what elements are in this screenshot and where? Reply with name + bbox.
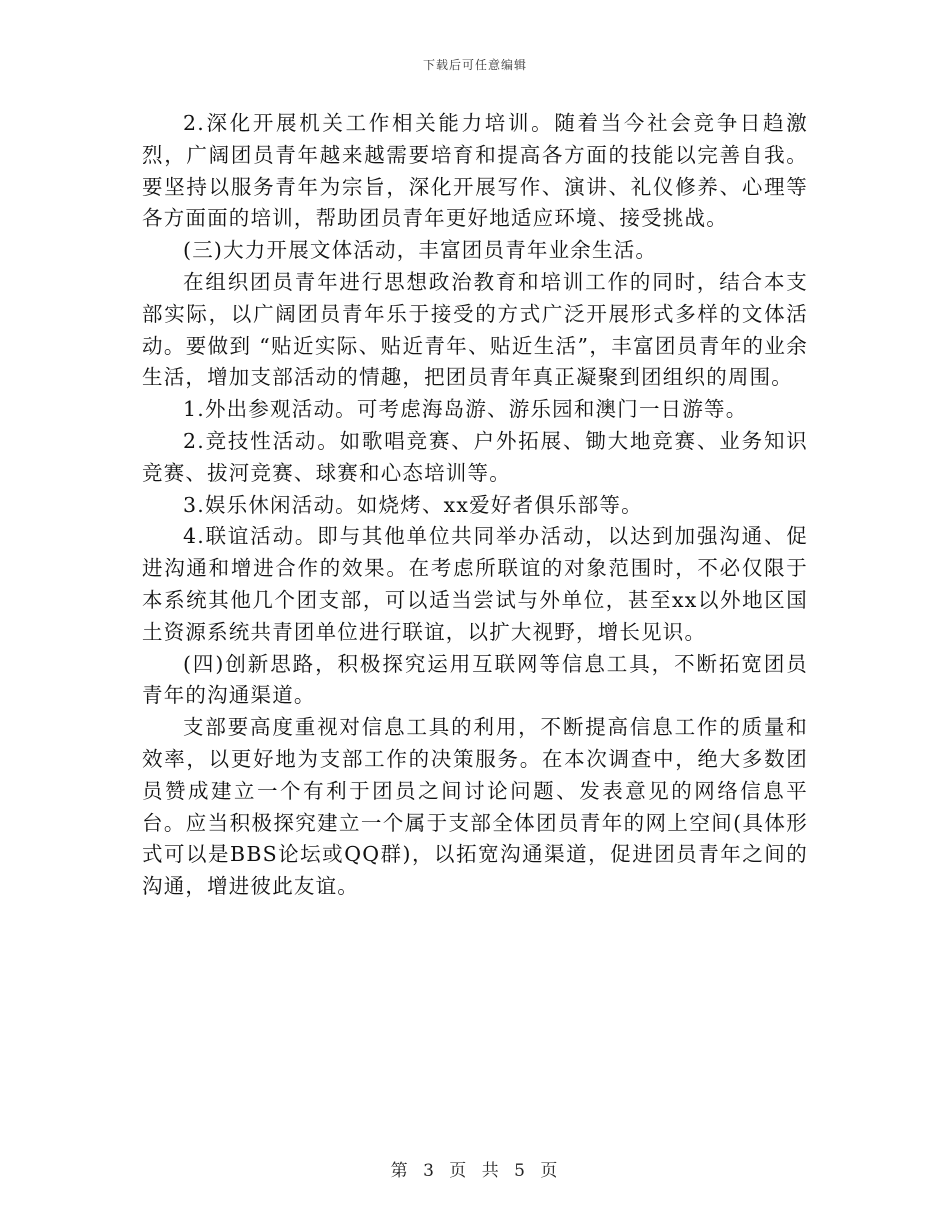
list-item-4: 4.联谊活动。即与其他单位共同举办活动，以达到加强沟通、促进沟通和增进合作的效果。在考虑所联谊的对象范围时，不必仅限于本系统其他几个团支部，可以适当尝试与外单位，甚至xx以外地区国土资源系统共青团单位进行联谊，以扩大视野，增长见识。 xyxy=(142,524,808,644)
list-item-2: 2.竞技性活动。如歌唱竞赛、户外拓展、锄大地竞赛、业务知识竞赛、拔河竞赛、球赛和心态培训等。 xyxy=(142,428,808,485)
page-header: 下载后可任意编辑 xyxy=(422,58,527,72)
paragraph-activities-intro: 在组织团员青年进行思想政治教育和培训工作的同时，结合本支部实际，以广阔团员青年乐于接受的方式广泛开展形式多样的文体活动。要做到 “贴近实际、贴近青年、贴近生活”，丰富团员青年的业余生活，增加支部活动的情趣，把团员青年真正凝聚到团组织的周围。 xyxy=(142,269,808,390)
section-heading-4: (四)创新思路，积极探究运用互联网等信息工具，不断拓宽团员青年的沟通渠道。 xyxy=(142,651,808,708)
list-item-1: 1.外出参观活动。可考虑海岛游、游乐园和澳门一日游等。 xyxy=(183,397,748,422)
paragraph-training: 2.深化开展机关工作相关能力培训。随着当今社会竞争日趋激烈，广阔团员青年越来越需要培育和提高各方面的技能以完善自我。要坚持以服务青年为宗旨，深化开展写作、演讲、礼仪修养、心理等各方面面的培训，帮助团员青年更好地适应环境、接受挑战。 xyxy=(142,111,808,231)
document-body xyxy=(142,108,808,903)
section-heading-3: (三)大力开展文体活动，丰富团员青年业余生活。 xyxy=(183,238,658,263)
list-item-3: 3.娱乐休闲活动。如烧烤、xx爱好者俱乐部等。 xyxy=(183,492,643,517)
paragraph-information-tools: 支部要高度重视对信息工具的利用，不断提高信息工作的质量和效率，以更好地为支部工作的决策服务。在本次调查中，绝大多数团员赞成建立一个有利于团员之间讨论问题、发表意见的网络信息平台。应当积极探究建立一个属于支部全体团员青年的网上空间(具体形式可以是BBS论坛或QQ群)，以拓宽沟通渠道，促进团员青年之间的沟通，增进彼此友谊。 xyxy=(142,715,808,899)
page-footer: 第 3 页 共 5 页 xyxy=(390,1161,560,1181)
